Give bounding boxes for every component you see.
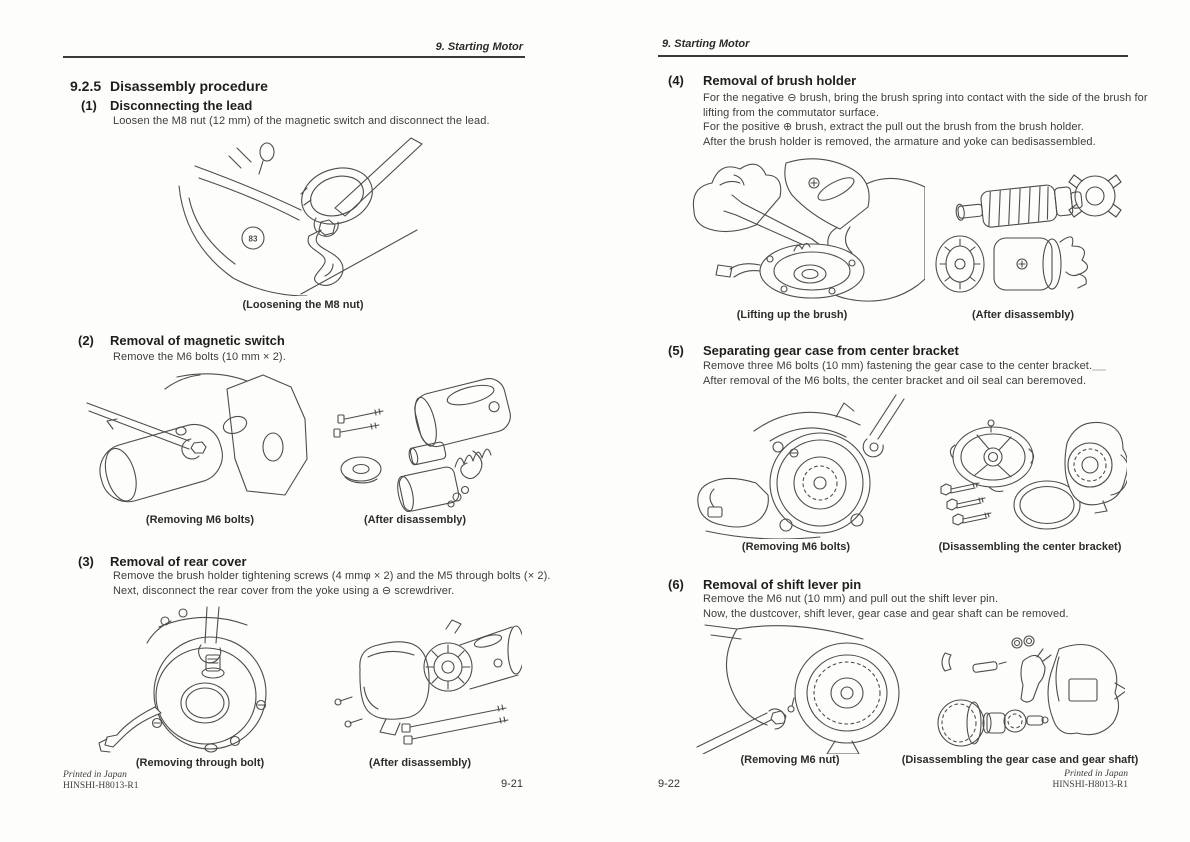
imprint xyxy=(1053,769,1128,791)
subsection-title: Disconnecting the lead xyxy=(110,98,253,113)
figure-caption: (After disassembly) xyxy=(363,514,467,526)
subsection-1-heading xyxy=(81,98,252,113)
figure-removing-m6-bolts-switch xyxy=(85,367,320,512)
subsection-title: Removal of rear cover xyxy=(110,554,247,569)
running-header: 9. Starting Motor xyxy=(435,41,523,53)
subsection-5-heading xyxy=(668,343,959,358)
subsection-title: Removal of shift lever pin xyxy=(703,577,862,592)
subsection-number: (6) xyxy=(668,577,684,592)
body-line: Now, the dustcover, shift lever, gear case and gear shaft can be removed. xyxy=(703,608,1069,620)
subsection-number: (4) xyxy=(668,73,684,88)
figure-caption: (Removing through bolt) xyxy=(135,757,265,769)
figure-caption: (Removing M6 bolts) xyxy=(741,541,851,553)
right-page xyxy=(658,0,1148,842)
subsection-number: (1) xyxy=(81,98,97,113)
body-paragraph xyxy=(703,359,1092,389)
body-line: For the negative ⊖ brush, bring the brush spring into contact with the side of the brush for xyxy=(703,92,1148,104)
imprint-printed: Printed in Japan xyxy=(1064,769,1128,779)
body-line: Remove the M6 nut (10 mm) and pull out the shift lever pin. xyxy=(703,593,999,605)
figure-removing-m6-nut xyxy=(695,623,920,754)
body-line: Remove the brush holder tightening screws (4 mmφ × 2) and the M5 through bolts (× 2). xyxy=(113,570,551,582)
figure-caption: (After disassembly) xyxy=(971,309,1075,321)
body-paragraph xyxy=(113,569,551,599)
imprint-printed: Printed in Japan xyxy=(63,770,127,780)
section-925-heading xyxy=(70,78,268,94)
subsection-4-heading xyxy=(668,73,856,88)
page-number: 9-21 xyxy=(500,778,523,790)
subsection-title: Separating gear case from center bracket xyxy=(703,343,959,358)
figure-lifting-up-the-brush xyxy=(690,153,925,305)
subsection-2-heading xyxy=(78,333,285,348)
subsection-6-heading xyxy=(668,577,861,592)
body-paragraph xyxy=(703,592,1069,622)
left-page xyxy=(63,0,551,842)
body-line: For the positive ⊕ brush, extract the pull out the brush from the brush holder. xyxy=(703,121,1084,134)
imprint-code: HINSHI-H8013-R1 xyxy=(63,781,139,791)
figure-loosening-m8-nut xyxy=(175,136,450,296)
body-line: After removal of the M6 bolts, the center bracket and oil seal can beremoved. xyxy=(703,375,1087,387)
figure-caption: (Disassembling the gear case and gear shaft) xyxy=(901,754,1139,766)
subsection-title: Removal of brush holder xyxy=(703,73,857,88)
imprint xyxy=(63,770,138,792)
header-rule xyxy=(658,55,1128,57)
figure-caption: (After disassembly) xyxy=(368,757,472,769)
running-header: 9. Starting Motor xyxy=(662,38,750,50)
body-line: Next, disconnect the rear cover from the yoke using a ⊖ screwdriver. xyxy=(113,585,455,597)
figure-disassembling-gearcase-gearshaft xyxy=(925,627,1125,755)
figure-switch-after-disassembly xyxy=(325,369,523,512)
figure-brush-holder-after-disassembly xyxy=(930,162,1122,304)
body-paragraph xyxy=(703,91,1148,149)
figure-removing-m6-bolts-gearcase xyxy=(690,391,925,539)
body-line: After the brush holder is removed, the armature and yoke can bedisassembled. xyxy=(703,135,1096,148)
figure-caption: (Removing M6 bolts) xyxy=(145,514,255,526)
body-line: Loosen the M8 nut (12 mm) of the magnetic switch and disconnect the lead. xyxy=(113,115,490,127)
figure-removing-through-bolt xyxy=(95,605,320,755)
body-line: Remove three M6 bolts (10 mm) fastening the gear case to the center bracket. xyxy=(703,360,1093,372)
subsection-3-heading xyxy=(78,554,247,569)
header-rule xyxy=(63,56,525,58)
figure-rear-cover-after-disassembly xyxy=(330,617,522,749)
page-number: 9-22 xyxy=(658,778,681,790)
subsection-number: (5) xyxy=(668,343,684,358)
figure-caption: (Lifting up the brush) xyxy=(736,309,848,321)
heading-title: Disassembly procedure xyxy=(110,78,268,94)
subsection-number: (3) xyxy=(78,554,94,569)
figure-caption: (Disassembling the center bracket) xyxy=(938,541,1122,553)
heading-number: 9.2.5 xyxy=(70,78,102,94)
figure-part-label: 83 xyxy=(248,234,258,244)
figure-disassembling-center-bracket xyxy=(935,399,1127,539)
subsection-number: (2) xyxy=(78,333,94,348)
body-line: Remove the M6 bolts (10 mm × 2). xyxy=(113,351,286,363)
imprint-code: HINSHI-H8013-R1 xyxy=(1052,780,1128,790)
scan-artifact xyxy=(1092,369,1106,371)
body-line: lifting from the commutator surface. xyxy=(703,106,879,119)
figure-caption: (Removing M6 nut) xyxy=(740,754,840,766)
figure-caption: (Loosening the M8 nut) xyxy=(242,299,364,311)
subsection-title: Removal of magnetic switch xyxy=(110,333,285,348)
